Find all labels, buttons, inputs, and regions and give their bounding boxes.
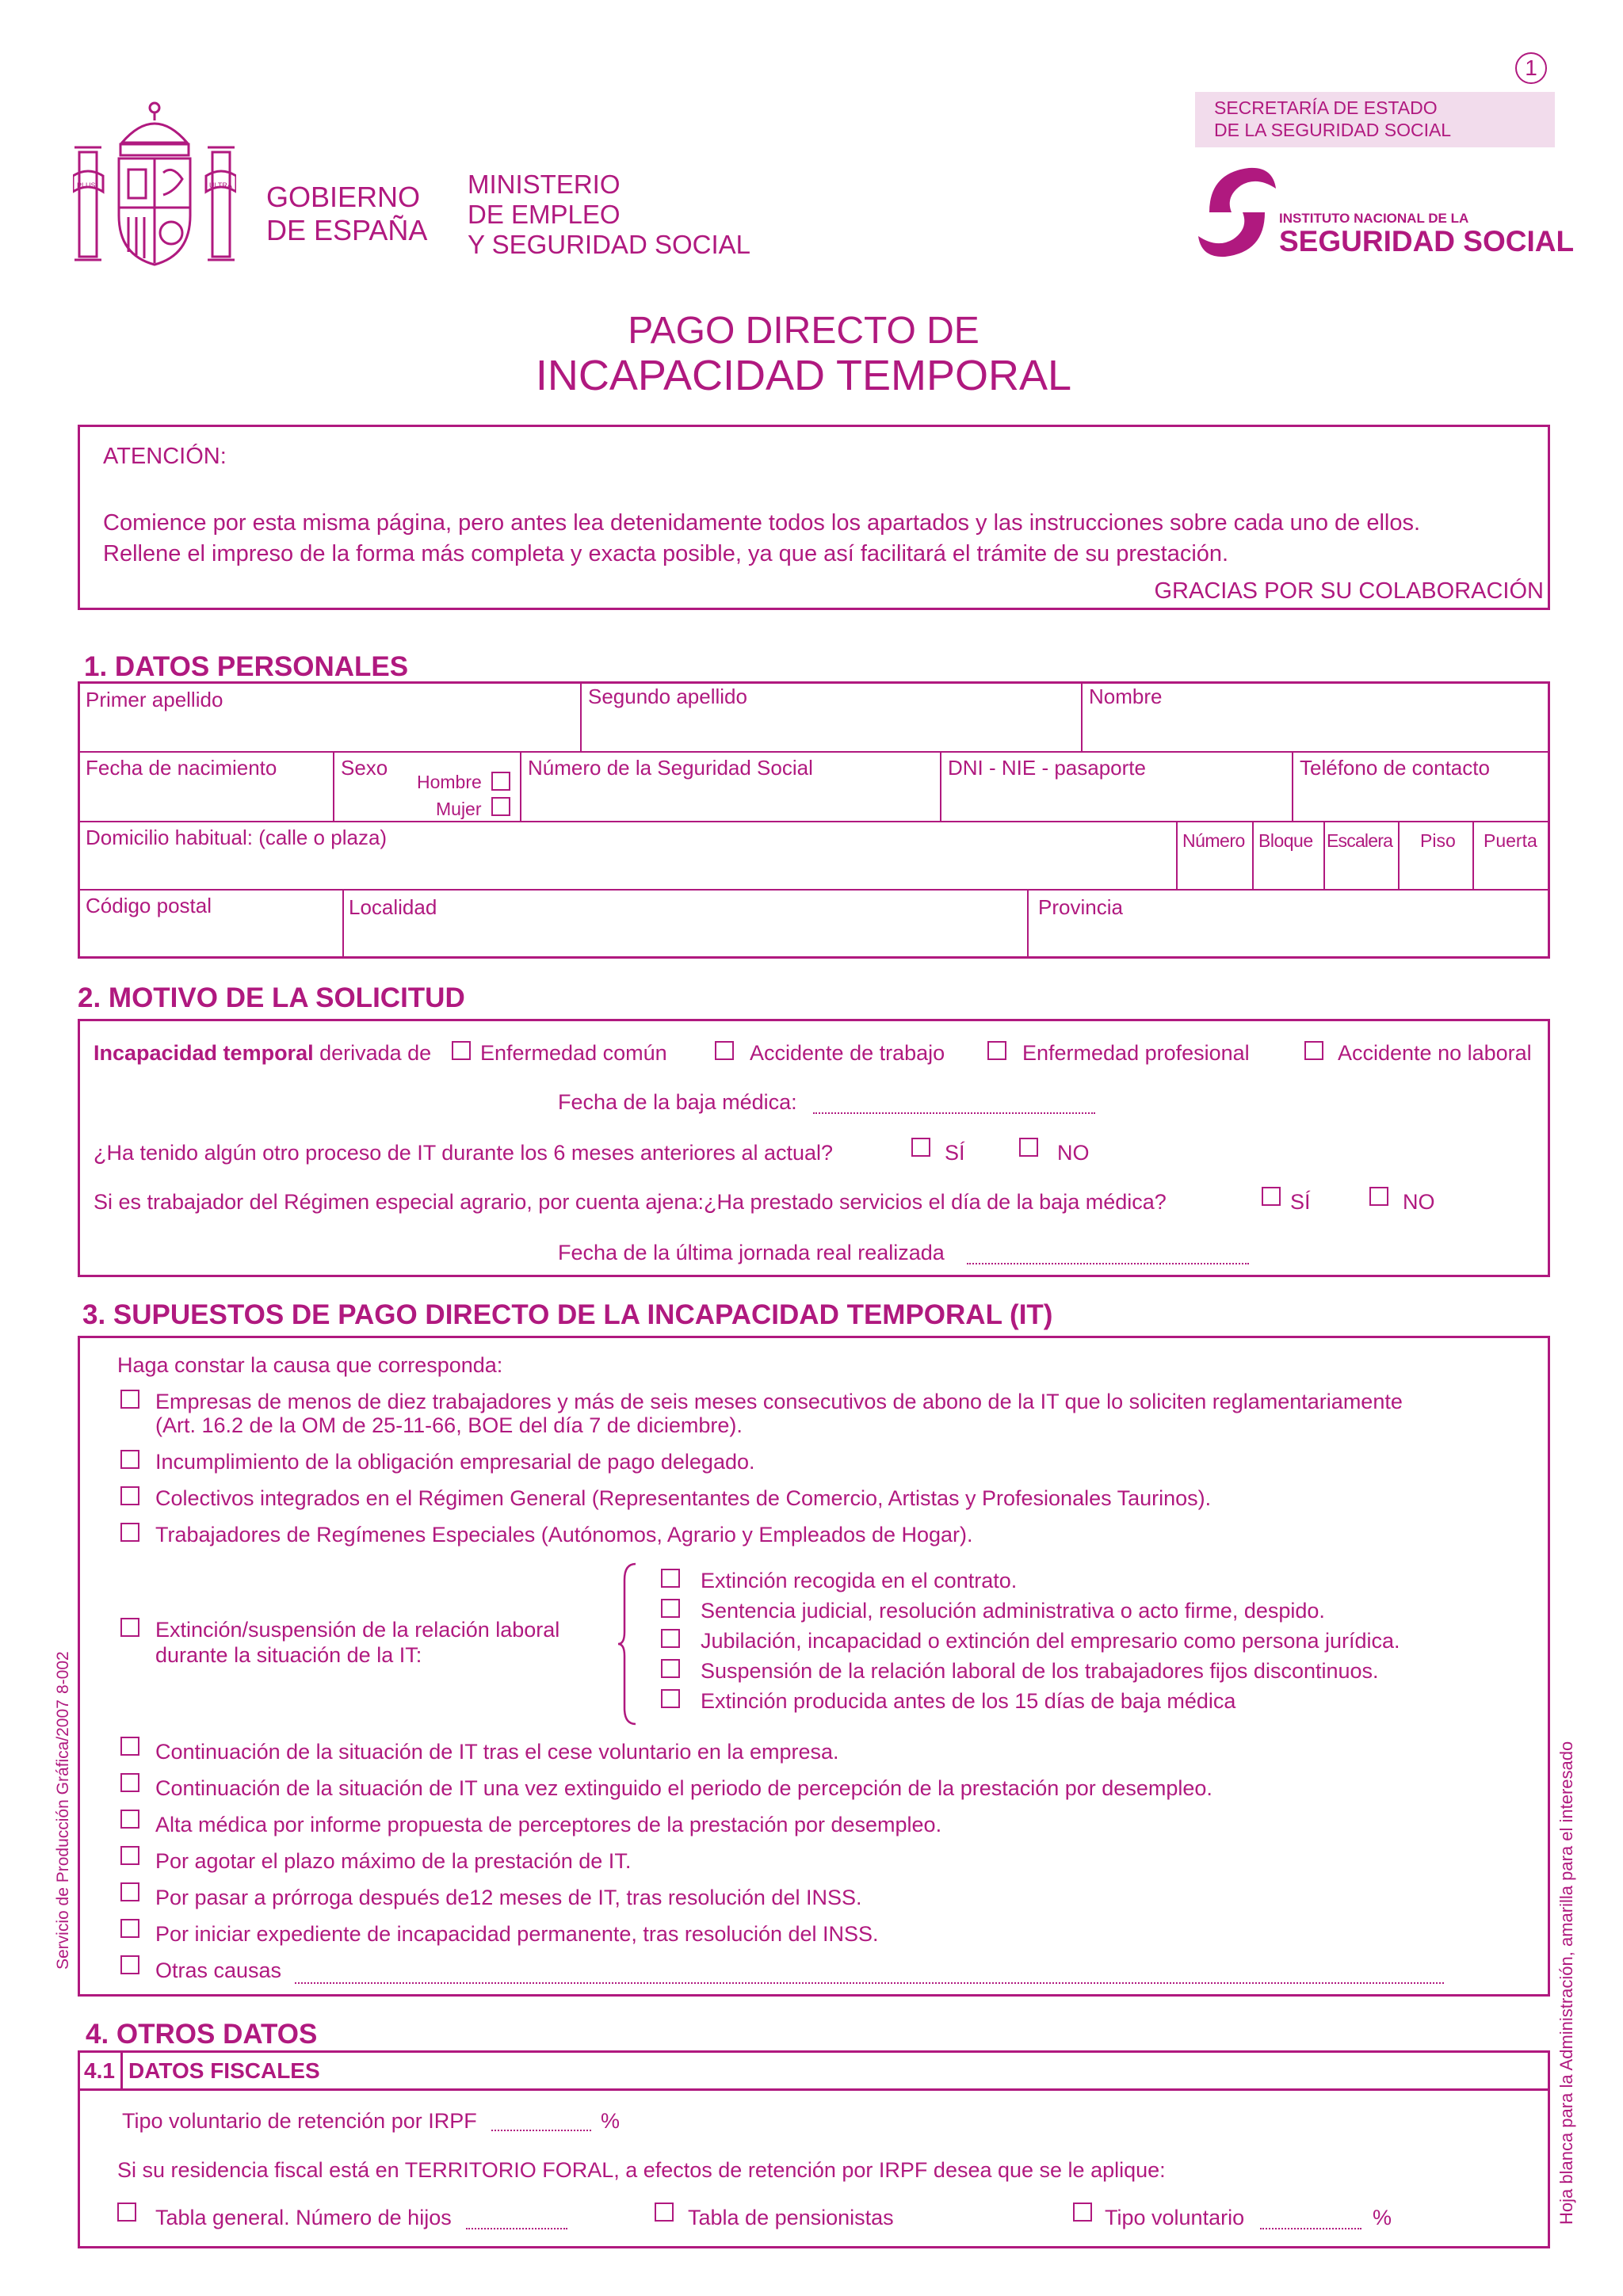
piso-label: Piso — [1420, 830, 1456, 851]
side-right-copy-note: Hoja blanca para la Administración, amarilla para el interesado — [1556, 1741, 1576, 2225]
fecha-baja-field[interactable] — [813, 1112, 1095, 1114]
primer-apellido-label: Primer apellido — [86, 688, 223, 711]
segundo-apellido-field[interactable] — [582, 713, 1079, 749]
item5-checkbox[interactable] — [120, 1737, 139, 1756]
enfermedad-profesional-checkbox[interactable] — [987, 1041, 1006, 1060]
q1-label: ¿Ha tenido algún otro proceso de IT durante los 6 meses anteriores al actual? — [94, 1141, 834, 1165]
irpf-pct: % — [601, 2109, 621, 2133]
foral-label: Si su residencia fiscal está en TERRITORIO FORAL, a efectos de retención por IRPF desea que se le aplique: — [117, 2158, 1166, 2182]
irpf-field[interactable] — [491, 2130, 591, 2131]
section-2-title: 2. MOTIVO DE LA SOLICITUD — [78, 982, 465, 1013]
sexo-label: Sexo — [341, 756, 388, 780]
hombre-checkbox[interactable] — [491, 772, 510, 791]
sub4-label: Suspensión de la relación laboral de los trabajadores fijos discontinuos. — [701, 1659, 1379, 1683]
item1-label-b: (Art. 16.2 de la OM de 25-11-66, BOE del día 7 de diciembre). — [155, 1413, 743, 1437]
sub3-label: Jubilación, incapacidad o extinción del empresario como persona jurídica. — [701, 1629, 1400, 1653]
extincion-checkbox[interactable] — [120, 1618, 139, 1637]
extincion-label-b: durante la situación de la IT: — [155, 1643, 422, 1667]
segundo-apellido-label: Segundo apellido — [588, 685, 747, 708]
page-title: PAGO DIRECTO DE INCAPACIDAD TEMPORAL — [535, 310, 1072, 399]
item11-checkbox[interactable] — [120, 1955, 139, 1974]
mujer-label: Mujer — [436, 799, 482, 819]
item8-checkbox[interactable] — [120, 1846, 139, 1865]
telefono-label: Teléfono de contacto — [1300, 756, 1490, 780]
svg-text:PLUS: PLUS — [77, 181, 96, 189]
attention-line1: Comience por esta misma página, pero antes lea detenidamente todos los apartados y las instrucciones sobre cada uno de ellos. — [103, 510, 1421, 536]
tipo-voluntario-label: Tipo voluntario — [1105, 2206, 1245, 2229]
coat-of-arms-icon — [73, 97, 236, 273]
q2-no-label: NO — [1403, 1190, 1435, 1214]
domicilio-field[interactable] — [79, 852, 1174, 887]
q1-no-checkbox[interactable] — [1019, 1138, 1038, 1157]
item1-checkbox[interactable] — [120, 1390, 139, 1409]
accidente-trabajo-checkbox[interactable] — [715, 1041, 734, 1060]
item4-checkbox[interactable] — [120, 1523, 139, 1542]
provincia-field[interactable] — [1029, 922, 1549, 957]
mujer-checkbox[interactable] — [491, 797, 510, 816]
item11-label: Otras causas — [155, 1958, 282, 1982]
num-hijos-field[interactable] — [466, 2228, 567, 2229]
sub3-checkbox[interactable] — [661, 1629, 680, 1648]
attention-label: ATENCIÓN: — [103, 444, 227, 469]
sub5-checkbox[interactable] — [661, 1689, 680, 1708]
item3-checkbox[interactable] — [120, 1486, 139, 1505]
section-3-title: 3. SUPUESTOS DE PAGO DIRECTO DE LA INCAPACIDAD TEMPORAL (IT) — [82, 1299, 1053, 1330]
domicilio-label: Domicilio habitual: (calle o plaza) — [86, 826, 388, 849]
brace-icon — [617, 1562, 640, 1726]
inss-logo — [1193, 157, 1281, 268]
fecha-nacimiento-label: Fecha de nacimiento — [86, 756, 277, 780]
s3-intro: Haga constar la causa que corresponda: — [117, 1353, 503, 1377]
sub1-checkbox[interactable] — [661, 1569, 680, 1588]
num-ss-field[interactable] — [521, 786, 938, 819]
item9-label: Por pasar a prórroga después de12 meses de IT, tras resolución del INSS. — [155, 1886, 862, 1909]
item10-checkbox[interactable] — [120, 1919, 139, 1938]
sub2-label: Sentencia judicial, resolución administrativa o acto firme, despido. — [701, 1599, 1325, 1623]
side-left-production: Servicio de Producción Gráfica/2007 — [54, 1699, 72, 1970]
tipo-voluntario-checkbox[interactable] — [1073, 2203, 1092, 2222]
item2-checkbox[interactable] — [120, 1450, 139, 1469]
escalera-label: Escalera — [1327, 830, 1393, 851]
item5-label: Continuación de la situación de IT tras el cese voluntario en la empresa. — [155, 1740, 839, 1764]
codigo-postal-field[interactable] — [79, 922, 341, 957]
side-left-code: 8-002 — [54, 1651, 72, 1694]
item7-label: Alta médica por informe propuesta de perceptores de la prestación por desempleo. — [155, 1813, 942, 1836]
item7-checkbox[interactable] — [120, 1810, 139, 1829]
codigo-postal-label: Código postal — [86, 894, 212, 917]
tabla-general-label: Tabla general. Número de hijos — [155, 2206, 452, 2229]
section-1-title: 1. DATOS PERSONALES — [84, 651, 409, 682]
item3-label: Colectivos integrados en el Régimen General (Representantes de Comercio, Artistas y Profesionales Taurinos). — [155, 1486, 1212, 1510]
q2-si-checkbox[interactable] — [1262, 1187, 1281, 1206]
item9-checkbox[interactable] — [120, 1882, 139, 1901]
page-number: 1 — [1515, 52, 1547, 84]
enfermedad-comun-label: Enfermedad común — [480, 1041, 667, 1065]
svg-text:ULTRA: ULTRA — [209, 181, 232, 189]
item1-label-a: Empresas de menos de diez trabajadores y más de seis meses consecutivos de abono de la IT que lo soliciten reglamentariamente — [155, 1390, 1403, 1413]
section-4-title: 4. OTROS DATOS — [86, 2019, 318, 2050]
enfermedad-profesional-label: Enfermedad profesional — [1022, 1041, 1250, 1065]
inss-big-text: SEGURIDAD SOCIAL — [1279, 225, 1575, 257]
sub-4-1-title: DATOS FISCALES — [128, 2058, 320, 2083]
localidad-field[interactable] — [344, 922, 1025, 957]
fecha-baja-label: Fecha de la baja médica: — [558, 1090, 797, 1114]
inss-swirl-icon — [1193, 157, 1281, 268]
primer-apellido-field[interactable] — [79, 713, 579, 749]
accidente-no-laboral-checkbox[interactable] — [1304, 1041, 1323, 1060]
nombre-field[interactable] — [1083, 713, 1549, 749]
irpf-label: Tipo voluntario de retención por IRPF — [122, 2109, 477, 2133]
extincion-label-a: Extinción/suspensión de la relación laboral — [155, 1618, 560, 1642]
item2-label: Incumplimiento de la obligación empresarial de pago delegado. — [155, 1450, 755, 1474]
bloque-label: Bloque — [1258, 830, 1313, 851]
otras-causas-field[interactable] — [295, 1982, 1444, 1984]
inss-small-text: INSTITUTO NACIONAL DE LA — [1279, 211, 1469, 226]
tabla-pensionistas-label: Tabla de pensionistas — [688, 2206, 894, 2229]
attention-thanks: GRACIAS POR SU COLABORACIÓN — [1154, 578, 1544, 604]
sub1-label: Extinción recogida en el contrato. — [701, 1569, 1018, 1592]
ministerio-text: MINISTERIO DE EMPLEO Y SEGURIDAD SOCIAL — [468, 170, 750, 259]
tabla-general-checkbox[interactable] — [117, 2203, 136, 2222]
accidente-no-laboral-label: Accidente no laboral — [1338, 1041, 1532, 1065]
q1-si-label: SÍ — [945, 1141, 965, 1165]
provincia-label: Provincia — [1038, 895, 1123, 919]
q1-no-label: NO — [1057, 1141, 1090, 1165]
gobierno-text: GOBIERNO DE ESPAÑA — [266, 181, 428, 246]
fecha-ultima-label: Fecha de la última jornada real realizada — [558, 1241, 945, 1264]
q1-si-checkbox[interactable] — [911, 1138, 930, 1157]
item10-label: Por iniciar expediente de incapacidad permanente, tras resolución del INSS. — [155, 1922, 879, 1946]
nombre-label: Nombre — [1089, 685, 1163, 708]
q2-no-checkbox[interactable] — [1369, 1187, 1388, 1206]
accidente-trabajo-label: Accidente de trabajo — [750, 1041, 945, 1065]
dni-field[interactable] — [941, 786, 1290, 819]
item6-label: Continuación de la situación de IT una vez extinguido el periodo de percepción de la prestación por desempleo. — [155, 1776, 1212, 1800]
tabla-pensionistas-checkbox[interactable] — [655, 2203, 674, 2222]
fecha-ultima-field[interactable] — [967, 1263, 1249, 1264]
sub-4-1-number: 4.1 — [84, 2058, 115, 2083]
numero-label: Número — [1182, 830, 1245, 851]
num-ss-label: Número de la Seguridad Social — [528, 756, 813, 780]
attention-line2: Rellene el impreso de la forma más completa y exacta posible, ya que así facilitará el trámite de su prestación. — [103, 541, 1229, 566]
hombre-label: Hombre — [417, 772, 482, 792]
localidad-label: Localidad — [349, 895, 437, 919]
item6-checkbox[interactable] — [120, 1773, 139, 1792]
tipo-voluntario-pct: % — [1373, 2206, 1392, 2229]
it-derivada-label: Incapacidad temporal derivada de — [94, 1041, 432, 1065]
enfermedad-comun-checkbox[interactable] — [452, 1041, 471, 1060]
q2-si-label: SÍ — [1290, 1190, 1311, 1214]
puerta-label: Puerta — [1484, 830, 1537, 851]
tipo-voluntario-field[interactable] — [1260, 2228, 1361, 2229]
sub5-label: Extinción producida antes de los 15 días de baja médica — [701, 1689, 1236, 1713]
secretaria-band: SECRETARÍA DE ESTADO DE LA SEGURIDAD SOCIAL — [1195, 92, 1555, 147]
item8-label: Por agotar el plazo máximo de la prestación de IT. — [155, 1849, 632, 1873]
sub2-checkbox[interactable] — [661, 1599, 680, 1618]
fecha-nacimiento-field[interactable] — [79, 786, 331, 819]
sub4-checkbox[interactable] — [661, 1659, 680, 1678]
telefono-field[interactable] — [1293, 786, 1549, 819]
coat-of-arms-logo — [73, 97, 236, 273]
q2-label: Si es trabajador del Régimen especial agrario, por cuenta ajena:¿Ha prestado servicios el día de la baja médica? — [94, 1190, 1167, 1214]
dni-label: DNI - NIE - pasaporte — [948, 756, 1146, 780]
item4-label: Trabajadores de Regímenes Especiales (Autónomos, Agrario y Empleados de Hogar). — [155, 1523, 973, 1547]
